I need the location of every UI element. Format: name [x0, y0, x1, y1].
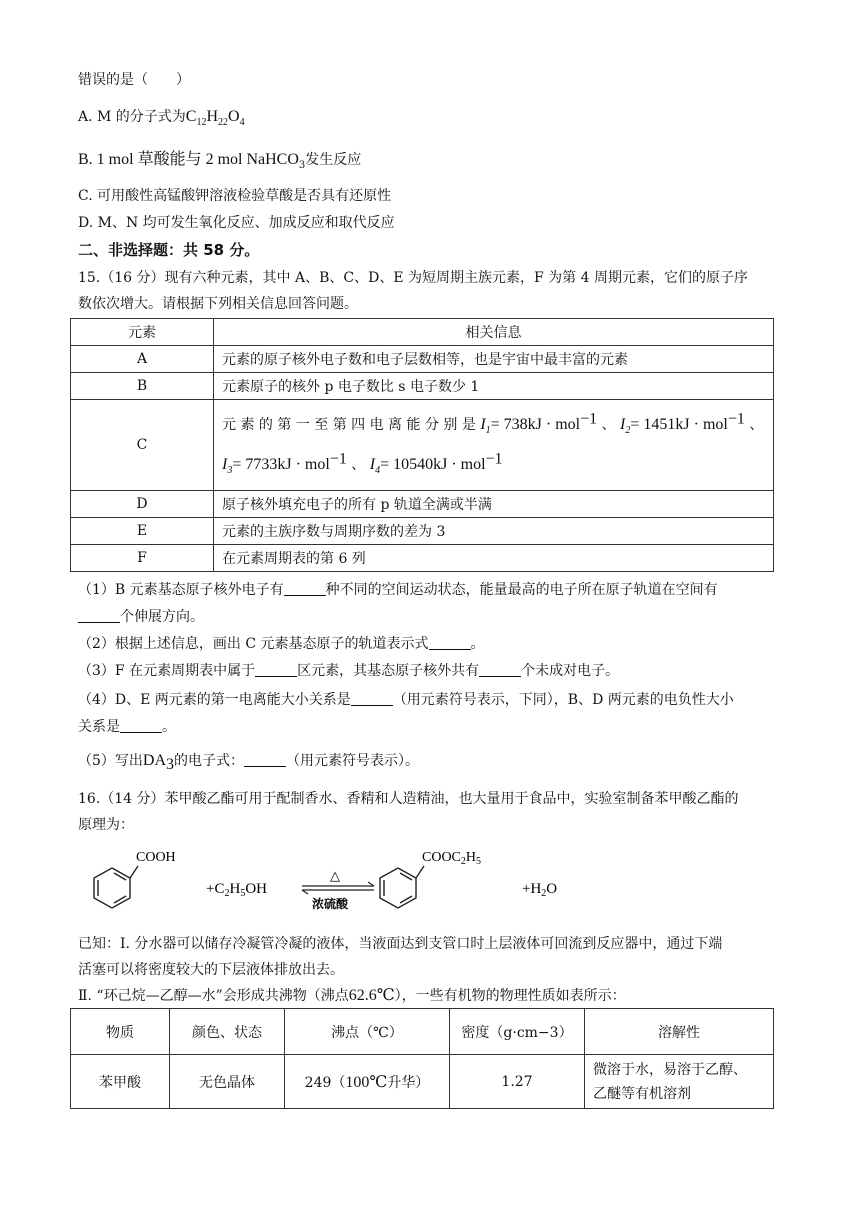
table-header: 颜色、状态	[170, 1009, 285, 1055]
ethanol-sub-2: 2	[224, 888, 230, 899]
known2-text-b: ），一些有机物的物理性质如表所示：	[394, 988, 626, 1004]
answer-blank[interactable]	[120, 718, 162, 733]
solubility-line1: 微溶于水，易溶于乙醇、	[593, 1061, 747, 1078]
sub4-text-b: （用元素符号表示，下同），B、D 两元素的电负性大小	[392, 692, 734, 708]
q14-option-a	[78, 107, 245, 127]
element-cell: A	[71, 346, 214, 373]
q15-sub4-cont	[78, 717, 176, 737]
answer-blank[interactable]	[351, 691, 393, 706]
q15-sub2	[78, 634, 485, 654]
sub5-text-c: （用元素符号表示）。	[286, 753, 420, 769]
ethanol-oh: OH	[245, 881, 267, 897]
sub5-formula-sub: 3	[166, 755, 175, 773]
sub1-text-c: 个伸展方向。	[120, 609, 204, 625]
ester-cooc: COOC	[422, 850, 461, 865]
unit-exp: −1	[727, 410, 745, 428]
answer-blank[interactable]	[429, 635, 471, 650]
sub1-text-b: 种不同的空间运动状态，能量最高的电子所在原子轨道在空间有	[325, 582, 718, 598]
q15-sub3	[78, 661, 619, 681]
q14-option-c: C. 可用酸性高锰酸钾溶液检验草酸是否具有还原性	[78, 188, 392, 204]
q14-option-a-text: A. M 的分子式为	[78, 109, 186, 125]
ethanol-h: H	[229, 881, 241, 897]
water-o: O	[546, 881, 558, 897]
sub2-text-b: 。	[470, 636, 485, 652]
table-header: 相关信息	[214, 319, 774, 346]
table-header: 物质	[71, 1009, 170, 1055]
answer-blank[interactable]	[78, 608, 120, 623]
water-h: +H	[522, 881, 542, 897]
info-cell: 元素原子的核外 p 电子数比 s 电子数少 1	[214, 373, 774, 400]
element-cell: F	[71, 545, 214, 572]
sub4-text-a: （4）D、E 两元素的第一电离能大小关系是	[78, 692, 351, 708]
cooh-group: COOH	[136, 850, 176, 865]
info-cell: 元素的主族序数与周期序数的差为 3	[214, 518, 774, 545]
answer-blank[interactable]	[284, 581, 326, 596]
product-water	[522, 881, 557, 899]
q16-known-2	[78, 986, 626, 1006]
i1-value: = 738kJ · mol	[490, 416, 581, 433]
q15-element-table	[70, 318, 774, 572]
density-cell: 1.27	[450, 1055, 585, 1109]
q16-stem-line1: 16.（14 分）苯甲酸乙酯可用于配制香水、香精和人造精油，也大量用于食品中，实验室制备苯甲酸乙酯的	[78, 791, 739, 807]
bp-text-a: 249（	[304, 1074, 346, 1091]
q14-option-a-formula: $C_{12}H_{22}O_4$	[185, 108, 245, 129]
element-cell: D	[71, 491, 214, 518]
sub2-text-a: （2）根据上述信息，画出 C 元素基态原子的轨道表示式	[78, 636, 429, 652]
table-header: 沸点（℃）	[285, 1009, 450, 1055]
info-cell: 原子核外填充电子的所有 p 轨道全满或半满	[214, 491, 774, 518]
sub4-text-d: 。	[162, 719, 176, 735]
table-header: 密度（g·cm−3）	[450, 1009, 585, 1055]
q16-stem-line2: 原理为：	[78, 817, 134, 833]
benzene-ring-icon	[380, 866, 424, 908]
answer-blank[interactable]	[479, 662, 521, 677]
substance-cell: 苯甲酸	[71, 1055, 170, 1109]
info-cell-ionization: 元 素 的 第 一 至 第 四 电 离 能 分 别 是 $I_1= 738kJ \cdot mol^{-1}$ 、 $I_2= 1451kJ \cdot mol^{-1}$ 、 $I_3= 7733kJ \cdot mol^{-1}$ 、 $I_4= 10540kJ \cdot mol^{-1}$	[214, 400, 774, 491]
sub3-text-b: 区元素，其基态原子核外共有	[297, 663, 480, 679]
element-cell: C	[71, 400, 214, 491]
i3-symbol: $I_3$	[222, 456, 233, 477]
unit-exp: −1	[329, 450, 347, 468]
sub5-text-a: （5）写出	[78, 753, 143, 769]
heat-symbol: △	[330, 869, 340, 884]
i2-symbol: $I_2$	[620, 416, 631, 437]
q16-known-1b: 活塞可以将密度较大的下层液体排放出去。	[78, 962, 344, 978]
q14-option-b-suffix: 发生反应	[305, 152, 362, 168]
info-cell: 元素的原子核外电子数和电子层数相等，也是宇宙中最丰富的元素	[214, 346, 774, 373]
q14-option-b-text: B. 1 mol 草酸能与 2 mol NaHCO	[78, 151, 299, 168]
solubility-line2: 乙醚等有机溶剂	[593, 1085, 691, 1102]
sub1-text-a: （1）B 元素基态原子核外电子有	[78, 582, 284, 598]
q14-option-b	[78, 150, 361, 170]
state-cell: 无色晶体	[170, 1055, 285, 1109]
element-cell: B	[71, 373, 214, 400]
sub3-text-c: 个未成对电子。	[521, 663, 620, 679]
q15-sub1-cont	[78, 607, 204, 627]
ethanol-sub-5: 5	[240, 888, 246, 899]
q15-stem-line2: 数依次增大。请根据下列相关信息回答问题。	[78, 296, 358, 312]
info-cell: 在元素周期表的第 6 列	[214, 545, 774, 572]
q14-option-b-sub: 3	[298, 159, 306, 171]
i1-symbol: $I_1$	[480, 416, 491, 437]
bp-temp: 100℃	[345, 1073, 388, 1091]
answer-blank[interactable]	[255, 662, 297, 677]
ionization-text: 元 素 的 第 一 至 第 四 电 离 能 分 别 是	[222, 417, 476, 433]
unit-exp: −1	[485, 450, 503, 468]
sub3-text-a: （3）F 在元素周期表中属于	[78, 663, 256, 679]
i2-value: = 1451kJ · mol	[630, 416, 728, 433]
q15-stem-line1: 15.（16 分）现有六种元素，其中 A、B、C、D、E 为短周期主族元素，F 为第 4 周期元素，它们的原子序	[78, 270, 748, 286]
water-sub-2: 2	[541, 888, 547, 899]
known2-text-a: Ⅱ. “环己烷—乙醇—水”会形成共沸物（沸点	[78, 988, 349, 1004]
answer-blank[interactable]	[244, 752, 286, 767]
solubility-cell	[585, 1055, 774, 1109]
q16-known-1a: 已知：Ⅰ. 分水器可以储存冷凝管冷凝的液体，当液面达到支管口时上层液体可回流到反应器中，通过下端	[78, 936, 723, 952]
esterification-reaction	[84, 846, 604, 916]
q14-stem-tail: 错误的是（ ）	[78, 72, 190, 88]
q15-sub4	[78, 690, 734, 710]
bp-text-b: 升华）	[387, 1074, 430, 1091]
boiling-point-cell	[285, 1055, 450, 1109]
i4-value: = 10540kJ · mol	[380, 456, 486, 473]
sub4-text-c: 关系是	[78, 719, 120, 735]
benzene-ring-icon	[94, 866, 138, 908]
unit-exp: −1	[580, 410, 598, 428]
ester-sub-2: 2	[460, 856, 466, 867]
table-header: 溶解性	[585, 1009, 774, 1055]
element-cell: E	[71, 518, 214, 545]
ethanol-c: +C	[206, 881, 225, 897]
i4-symbol: $I_4$	[369, 456, 381, 477]
ester-group	[422, 850, 481, 867]
catalyst-label: 浓硫酸	[312, 897, 349, 911]
sub5-text-b: 的电子式：	[174, 753, 245, 769]
ester-sub-5: 5	[476, 856, 482, 867]
table-header: 元素	[71, 319, 214, 346]
reactant-ethanol	[206, 881, 267, 899]
section-2-heading: 二、非选择题：共 58 分。	[78, 241, 260, 259]
q14-option-d: D. M、N 均可发生氧化反应、加成反应和取代反应	[78, 215, 395, 231]
q15-sub1	[78, 580, 718, 600]
i3-value: = 7733kJ · mol	[232, 456, 330, 473]
q15-sub5	[78, 751, 419, 771]
azeotrope-temp: 62.6℃	[348, 987, 395, 1004]
q16-property-table	[70, 1008, 774, 1109]
sub5-formula: DA	[142, 752, 167, 769]
ester-h: H	[465, 850, 477, 865]
